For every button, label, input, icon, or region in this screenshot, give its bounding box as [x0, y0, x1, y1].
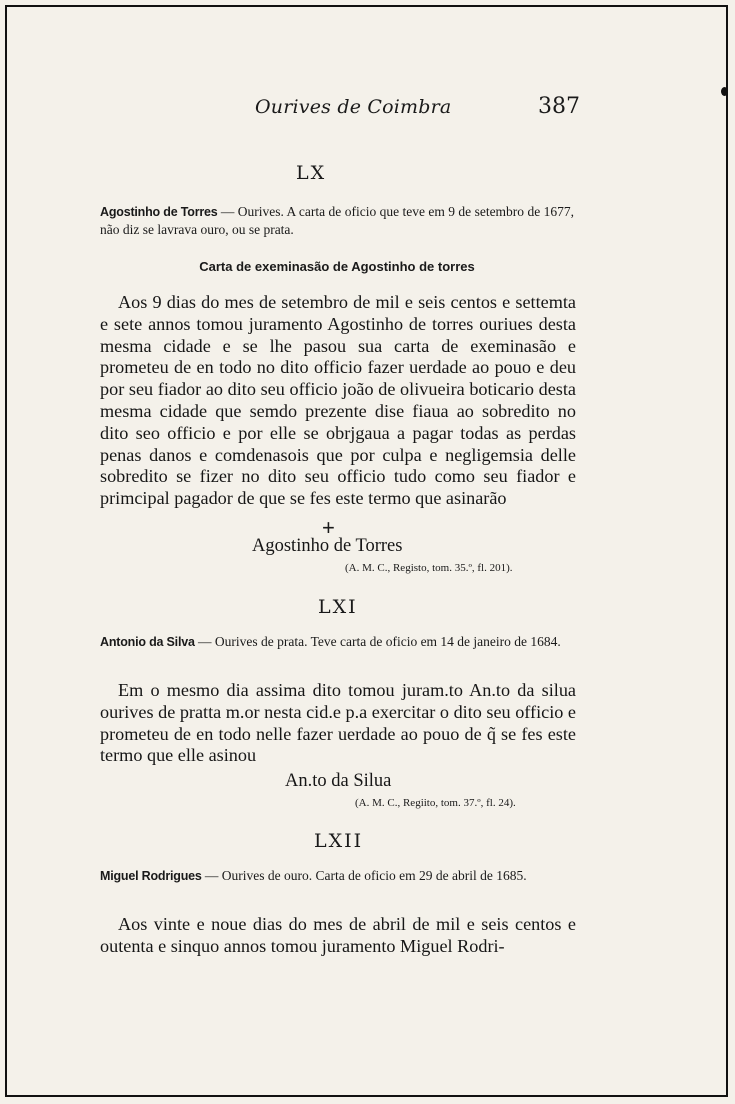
entry-summary-text: — Ourives de prata. Teve carta de oficio em 14 de janeiro de 1684. [197, 634, 561, 649]
entry-numeral-lxii: LXII [314, 830, 364, 852]
entry-numeral-lxi: LXI [318, 596, 358, 618]
entry-summary-lx [100, 203, 574, 239]
cross-mark: + [322, 515, 335, 540]
entry-name: Miguel Rodrigues [100, 869, 202, 883]
entry-summary-text: — Ourives de ouro. Carta de oficio em 29 de abril de 1685. [204, 868, 527, 883]
entry-name: Agostinho de Torres [100, 205, 218, 219]
source-reference-lx: (A. M. C., Registo, tom. 35.º, fl. 201). [345, 562, 513, 574]
signature-lxi: An.to da Silua [285, 771, 392, 791]
entry-summary-lxi [100, 633, 574, 651]
entry-summary-lxii [100, 867, 574, 885]
signature-lx: Agostinho de Torres [252, 536, 403, 556]
running-title: Ourives de Coimbra [255, 96, 452, 118]
document-body-lx: Aos 9 dias do mes de setembro de mil e seis centos e settemta e sete annos tomou juramento Agostinho de torres ouriues desta mesma cidade e se lhe pasou sua carta de exeminasão e prometeu de en todo no dito officio fazer uerdade ao pouo e deu por seu fiador ao dito seu officio joão de olivueira boticario desta mesma cidade que semdo prezente dise fiaua ao sobredito no dito seo officio e por elle se obrjgaua a pagar todas as perdas penas danos e comdenasois que por culpa e negligemsia delle sobredito se fizer no dito seu officio tudo como seu fiador e primcipal pagador de que se fes este termo que asinarão [100, 292, 576, 509]
entry-name: Antonio da Silva [100, 635, 195, 649]
ink-spot [721, 87, 728, 96]
page-number: 387 [538, 94, 580, 119]
entry-summary-text: — Ourives. A carta de oficio que teve em 9 de setembro de 1677, não diz se lavrava ouro, ou se prata. [100, 204, 574, 237]
source-reference-lxi: (A. M. C., Regiito, tom. 37.º, fl. 24). [355, 797, 516, 809]
entry-numeral-lx: LX [296, 162, 327, 184]
document-subheading: Carta de exeminasão de Agostinho de torres [199, 259, 475, 274]
document-body-lxi: Em o mesmo dia assima dito tomou juram.to An.to da silua ourives de pratta m.or nesta cid.e p.a exercitar o dito seu officio e prometeu de en todo nelle fazer uerdade ao pouo de q̃ se fes este termo que elle asinou [100, 680, 576, 766]
document-body-lxii: Aos vinte e noue dias do mes de abril de mil e seis centos e outenta e sinquo annos tomou juramento Miguel Rodri- [100, 914, 576, 956]
